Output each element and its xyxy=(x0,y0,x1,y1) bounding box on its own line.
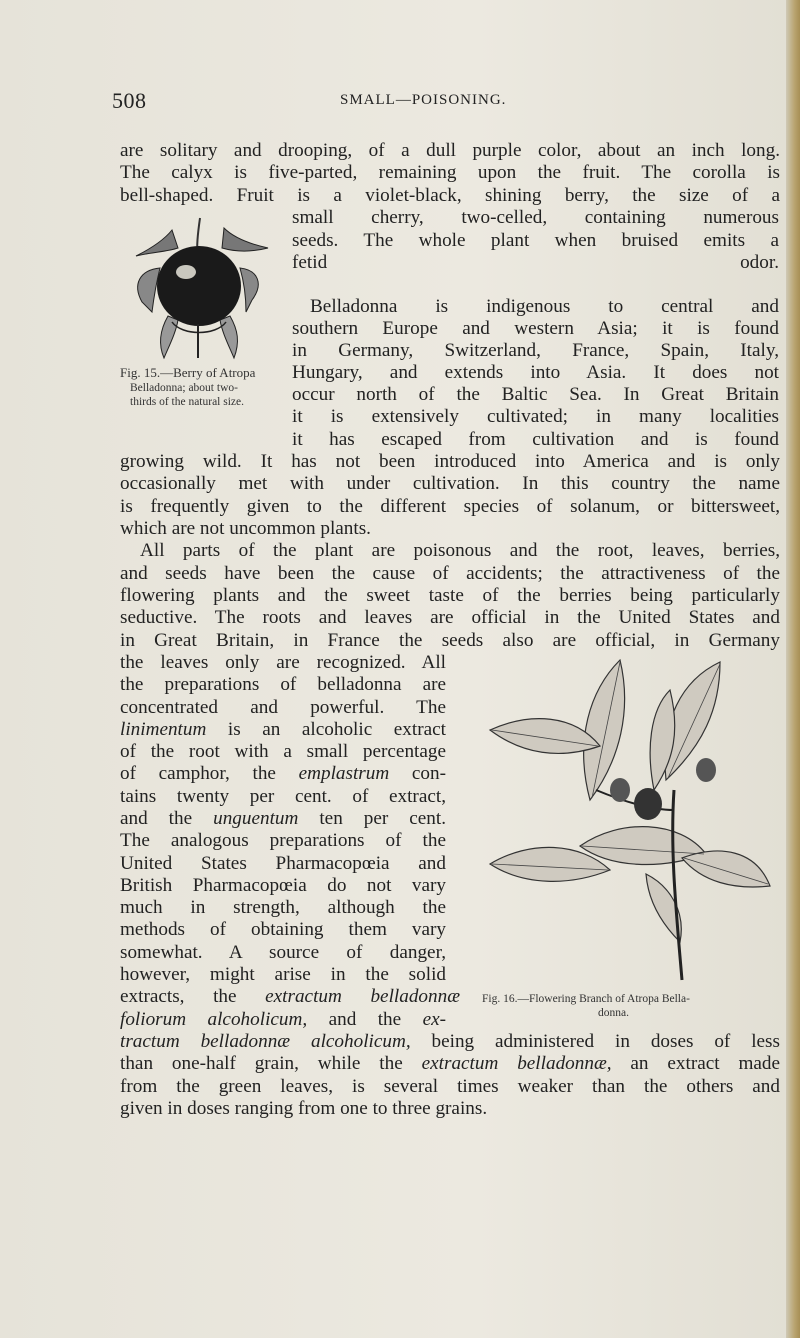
text-line: is frequently given to the different species of solanum, or bittersweet, xyxy=(120,496,780,517)
text-line: Belladonna is indigenous to central and xyxy=(310,296,779,317)
text-line: are solitary and drooping, of a dull purple color, about an inch long. xyxy=(120,140,780,161)
text-span: and the xyxy=(307,1009,423,1030)
text-span: and the xyxy=(120,808,214,829)
text-line: growing wild. It has not been introduced into America and is only xyxy=(120,451,780,472)
text-line: the leaves only are recognized. All xyxy=(120,652,446,673)
text-line: occasionally met with under cultivation. In this country the name xyxy=(120,473,780,494)
flowering-branch-illustration xyxy=(470,650,780,982)
text-span: con- xyxy=(389,763,446,784)
text-line xyxy=(120,719,446,741)
text-line xyxy=(120,808,446,830)
text-line xyxy=(120,1053,780,1075)
text-line: it is extensively cultivated; in many localities xyxy=(292,406,779,427)
text-line: Hungary, and extends into Asia. It does not xyxy=(292,362,779,383)
text-line: seductive. The roots and leaves are official in the United States and xyxy=(120,607,780,628)
text-line: which are not uncommon plants. xyxy=(120,518,371,539)
text-line: of the root with a small percentage xyxy=(120,741,446,762)
text-line: in Germany, Switzerland, France, Spain, Italy, xyxy=(292,340,779,361)
text-line: flowering plants and the sweet taste of the berries being particularly xyxy=(120,585,780,606)
text-line: bell-shaped. Fruit is a violet-black, shining berry, the size of a xyxy=(120,185,780,206)
text-line: southern Europe and western Asia; it is found xyxy=(292,318,779,339)
latin-term: linimentum xyxy=(120,719,207,740)
figure-16-caption: donna. xyxy=(598,1007,629,1019)
text-span: an extract made xyxy=(611,1053,781,1074)
text-span: extracts, the xyxy=(120,986,266,1007)
page-edge xyxy=(786,0,800,1338)
text-line: in Great Britain, in France the seeds also are official, in Germany xyxy=(120,630,780,651)
text-line: however, might arise in the solid xyxy=(120,964,446,985)
text-span: of camphor, the xyxy=(120,763,299,784)
text-line: the preparations of belladonna are xyxy=(120,674,446,695)
latin-term: ex- xyxy=(422,1009,446,1030)
text-span: is an alcoholic extract xyxy=(206,719,446,740)
figure-15-caption: Fig. 15.—Berry of Atropa xyxy=(120,365,256,380)
text-line: fetid odor. xyxy=(292,252,779,273)
berry-illustration xyxy=(112,212,288,362)
text-line: somewhat. A source of danger, xyxy=(120,942,446,963)
page-number: 508 xyxy=(112,88,147,113)
text-span: than one-half grain, while the xyxy=(120,1053,422,1074)
figure-15-caption: Belladonna; about two- xyxy=(130,382,238,394)
text-line: United States Pharmacopœia and xyxy=(120,853,446,874)
text-line: given in doses ranging from one to three grains. xyxy=(120,1098,488,1119)
text-line: methods of obtaining them vary xyxy=(120,919,446,940)
text-span: being administered in doses of less xyxy=(410,1031,780,1052)
text-line: The calyx is five-parted, remaining upon the fruit. The corolla is xyxy=(120,162,780,183)
text-line: tains twenty per cent. of extract, xyxy=(120,786,446,807)
text-line: concentrated and powerful. The xyxy=(120,697,446,718)
text-line: occur north of the Baltic Sea. In Great Britain xyxy=(292,384,779,405)
figure-15-caption: thirds of the natural size. xyxy=(130,396,245,408)
latin-term: emplastrum xyxy=(298,763,390,784)
latin-term: tractum belladonnæ alcoholicum, xyxy=(120,1031,411,1052)
text-line: much in strength, although the xyxy=(120,897,446,918)
text-line: small cherry, two-celled, containing numerous xyxy=(292,207,779,228)
text-line xyxy=(120,763,446,785)
text-line xyxy=(120,1009,446,1031)
text-line xyxy=(120,1031,780,1053)
text-line: and seeds have been the cause of accidents; the attractiveness of the xyxy=(120,563,780,584)
latin-term: unguentum xyxy=(213,808,299,829)
latin-term: foliorum alcoholicum, xyxy=(120,1009,308,1030)
text-line: British Pharmacopœia do not vary xyxy=(120,875,446,896)
running-title: SMALL—POISONING. xyxy=(340,92,507,108)
text-line: it has escaped from cultivation and is found xyxy=(292,429,779,450)
text-line: from the green leaves, is several times weaker than the others and xyxy=(120,1076,780,1097)
text-line: seeds. The whole plant when bruised emits a xyxy=(292,230,779,251)
figure-16-caption: Fig. 16.—Flowering Branch of Atropa Bella- xyxy=(482,993,690,1005)
latin-term: extractum belladonnæ xyxy=(265,986,460,1007)
text-line: All parts of the plant are poisonous and the root, leaves, berries, xyxy=(140,540,780,561)
text-line xyxy=(120,986,460,1008)
text-line: The analogous preparations of the xyxy=(120,830,446,851)
latin-term: extractum belladonnæ, xyxy=(421,1053,612,1074)
text-span: ten per cent. xyxy=(298,808,446,829)
